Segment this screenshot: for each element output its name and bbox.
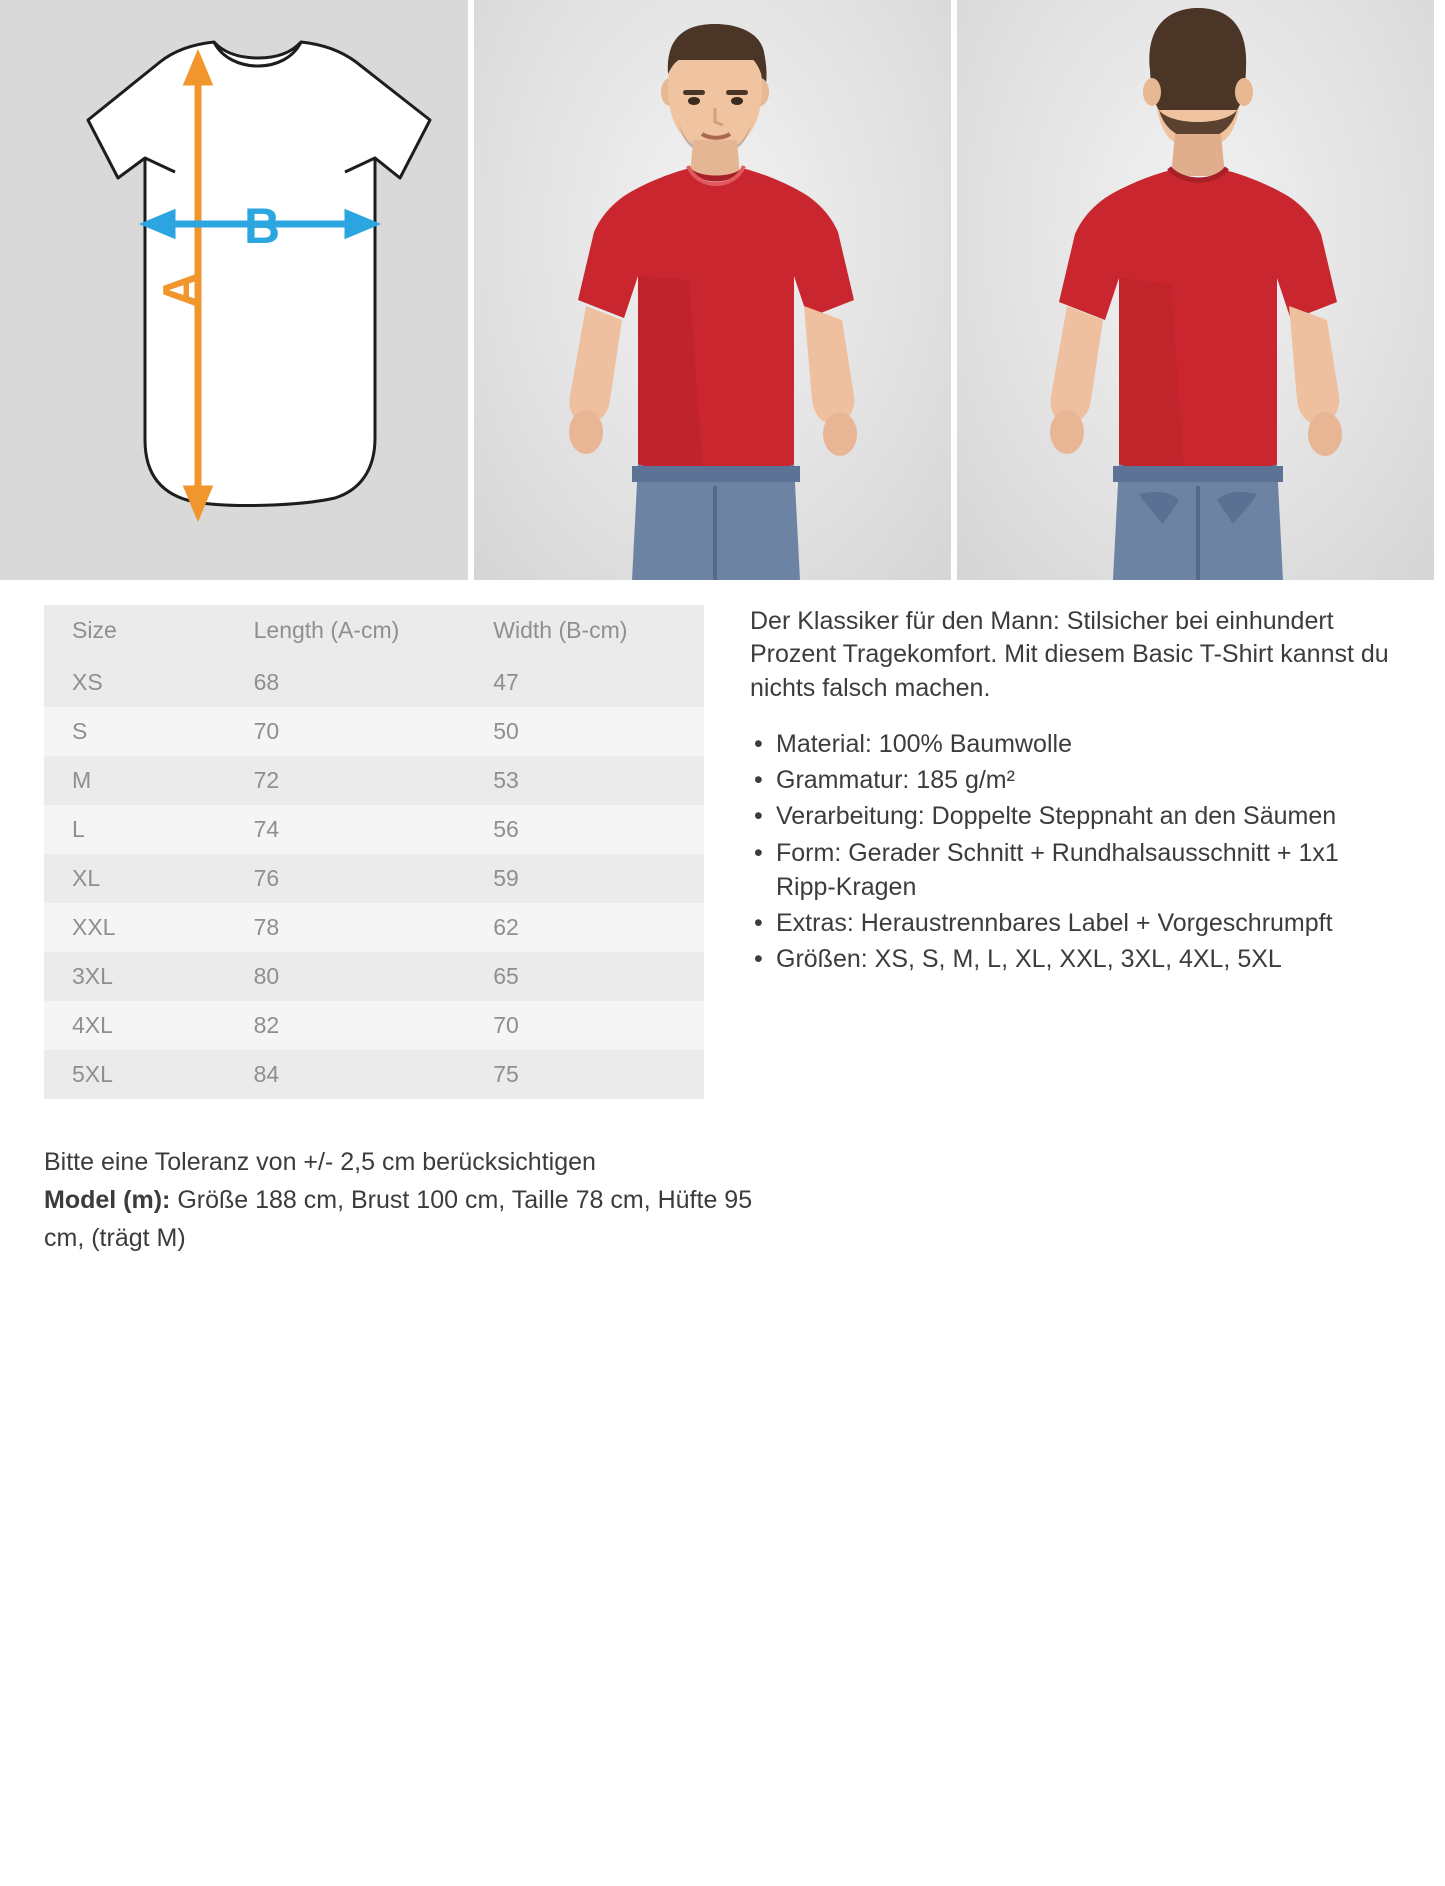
measurement-footnote [0,1099,808,1257]
cell-length: 80 [253,963,280,989]
cell-width: 50 [493,718,519,744]
cell-size: 4XL [72,1012,113,1038]
cell-width: 47 [493,669,519,695]
table-row [44,854,704,903]
cell-length: 72 [253,767,280,793]
table-row [44,658,704,707]
cell-length: 78 [253,914,280,940]
column-header-length: Length (A-cm) [253,617,400,643]
list-item: • Größen: XS, S, M, L, XL, XXL, 3XL, 4XL, 5XL [750,942,1401,976]
cell-width: 56 [493,816,519,842]
column-header-width: Width (B-cm) [493,617,628,643]
table-row [44,1001,704,1050]
cell-size: XS [72,669,103,695]
cell-size: 3XL [72,963,113,989]
cell-length: 84 [253,1061,280,1087]
tshirt-technical-drawing-icon [0,0,468,580]
list-item: • Material: 100% Baumwolle [750,727,1401,761]
feature-list [750,727,1401,977]
cell-size: M [72,767,92,793]
list-item: • Form: Gerader Schnitt + Rundhalsausschnitt + 1x1 Ripp-Kragen [750,836,1401,905]
product-description [750,605,1401,1099]
diagram-label-b: B [243,198,281,254]
cell-width: 62 [493,914,519,940]
cell-length: 74 [253,816,280,842]
model-front-illustration [474,0,951,580]
table-row [44,707,704,756]
model-label: Model (m): [44,1186,171,1214]
model-back-photo [957,0,1434,580]
cell-width: 65 [493,963,519,989]
table-row [44,1050,704,1099]
table-row [44,952,704,1001]
cell-width: 75 [493,1061,519,1087]
table-row [44,903,704,952]
model-back-illustration [957,0,1434,580]
cell-length: 68 [253,669,280,695]
cell-width: 53 [493,767,519,793]
size-diagram-panel [0,0,468,580]
table-row [44,805,704,854]
cell-size: L [72,816,85,842]
cell-width: 70 [493,1012,519,1038]
list-item: • Extras: Heraustrennbares Label + Vorgeschrumpft [750,906,1401,940]
cell-size: S [72,718,88,744]
list-item: • Verarbeitung: Doppelte Steppnaht an den Säumen [750,799,1401,833]
diagram-label-a: A [153,271,209,309]
model-measurements: Größe 188 cm, Brust 100 cm, Taille 78 cm, Hüfte 95 cm, (trägt M) [44,1186,753,1252]
description-intro: Der Klassiker für den Mann: Stilsicher bei einhundert Prozent Tragekomfort. Mit diesem Basic T-Shirt kannst du nichts falsch machen. [750,607,1389,702]
cell-width: 59 [493,865,519,891]
tolerance-note: Bitte eine Toleranz von +/- 2,5 cm berücksichtigen [44,1148,596,1176]
size-chart-table [44,605,704,1099]
table-header-row [44,605,704,658]
column-header-size: Size [72,617,117,643]
product-image-strip [0,0,1445,580]
cell-size: XXL [72,914,116,940]
model-front-photo [474,0,951,580]
cell-length: 70 [253,718,280,744]
cell-length: 76 [253,865,280,891]
cell-length: 82 [253,1012,280,1038]
cell-size: 5XL [72,1061,113,1087]
cell-size: XL [72,865,101,891]
list-item: • Grammatur: 185 g/m² [750,763,1401,797]
table-row [44,756,704,805]
